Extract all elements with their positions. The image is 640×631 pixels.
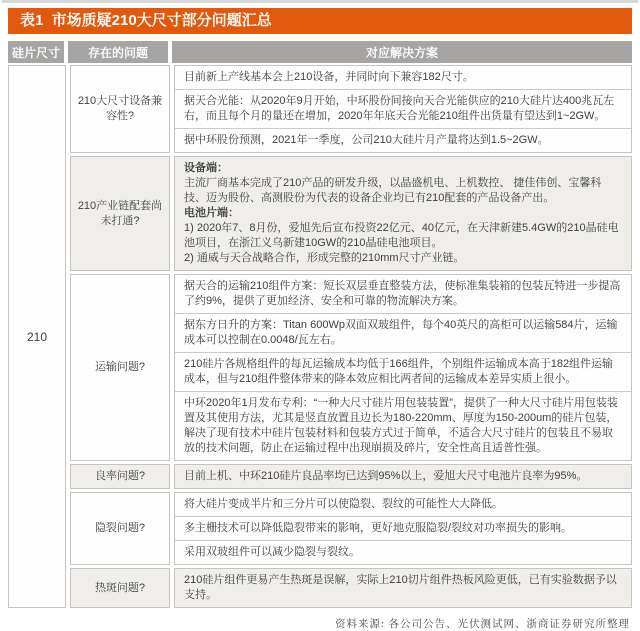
table-title: 表1 市场质疑210大尺寸部分问题汇总: [8, 8, 632, 34]
column-header-solution: 对应解决方案: [172, 41, 632, 63]
problem-cell-transportation: 运输问题?: [70, 274, 170, 461]
column-header-wafer-size: 硅片尺寸: [8, 41, 64, 63]
solutions-compatibility: [174, 65, 632, 153]
equipment-side-body: 主流厂商基本完成了210产品的研发升级，以晶盛机电、上机数控、 捷佳伟创、宝馨科技、迈为股份、高测股份为代表的设备企业均已有210配套的产品设备产出。: [184, 177, 602, 204]
cell-side-item: 2) 通威与天合战略合作，形成完整的210mm尺寸产业链。: [184, 252, 465, 264]
cell-side-item: 1) 2020年7、8月份，爱旭先后宣布投资22亿元、40亿元，在天津新建5.4GW的210晶硅电池项目，在浙江义乌新建10GW的210晶硅电池项目。: [184, 222, 619, 249]
solution-row: 采用双玻组件可以减少隐裂与裂纹。: [184, 546, 360, 558]
group-microcrack: [70, 492, 632, 565]
solution-row: 据中环股份预测，2021年一季度，公司210大硅片月产量将达到1.5~2GW。: [184, 134, 549, 146]
solution-row: 目前上机、中环210硅片良品率均已达到95%以上，爱旭大尺寸电池片良率为95%。: [184, 470, 588, 482]
table-body: [8, 65, 632, 608]
group-compatibility: [70, 65, 632, 153]
group-industry-chain: [70, 156, 632, 271]
group-hotspot: [70, 568, 632, 608]
group-transportation: [70, 274, 632, 461]
solution-row: 将大硅片变成半片和三分片可以使隐裂、裂纹的可能性大大降低。: [175, 493, 631, 517]
problem-cell-hotspot: 热斑问题?: [70, 568, 170, 608]
solution-row: 据天合的运输210组件方案：短长双层垂直整装方法，使标准集装箱的包装瓦特进一步提高了约9%，提供了更加经济、安全和可靠的物流解决方案。: [175, 275, 631, 314]
solution-row: 目前新上产线基本会上210设备，并同时向下兼容182尺寸。: [175, 66, 631, 90]
solution-row: 多主栅技术可以降低隐裂带来的影响，更好地克服隐裂/裂纹对功率损失的影响。: [175, 517, 631, 541]
solution-row: 210硅片组件更易产生热斑是误解，实际上210切片组件热板风险更低，已有实验数据予以支持。: [184, 574, 617, 601]
source-note: 资料来源: 各公司公告、光伏测试网、浙商证券研究所整理: [334, 619, 630, 630]
group-yield: [70, 464, 632, 489]
column-header-problem: 存在的问题: [68, 41, 168, 63]
cell-side-heading: 电池片端：: [184, 207, 239, 219]
wafer-size-cell: 210: [8, 65, 66, 608]
solutions-industry-chain: [174, 156, 632, 271]
solution-row: 中环2020年1月发布专利：“一种大尺寸硅片用包装装置”，提供了一种大尺寸硅片用包装装置及其使用方法，尤其是竖直放置且边长为180-220mm、厚度为150-200um的硅片包装，解决了现有技术中硅片包装材料和包装方式过于简单，不适合大尺寸硅片的包装且不易取放的技术问题，防止在运输过程中出现崩损及碎片，安全性高且适普性强。: [184, 397, 618, 454]
problem-cell-industry-chain: 210产业链配套尚未打通?: [70, 156, 170, 271]
report-table-page: [0, 8, 640, 631]
problem-cell-yield: 良率问题?: [70, 464, 170, 489]
page-top-divider: [2, 0, 638, 3]
solutions-transportation: [174, 274, 632, 461]
solution-row: 据天合光能：从2020年9月开始，中环股份间接向天合光能供应的210大硅片达400兆瓦左右，而且每个月的量还在增加，2020年年底天合光能210组件出货量有望达到1~2GW。: [175, 90, 631, 129]
solutions-yield: [174, 464, 632, 489]
solution-row: 210硅片各规格组件的每瓦运输成本均低于166组件，个别组件运输成本高于182组件运输成本，但与210组件整体带来的降本效应相比两者间的运输成本差异实质上很小。: [175, 353, 631, 392]
solution-row-multipart: [175, 157, 631, 270]
table-column-header-row: [8, 41, 632, 63]
solutions-hotspot: [174, 568, 632, 608]
solution-row: 据东方日升的方案：Titan 600Wp双面双玻组件，每个40英尺的高柜可以运输584片，运输成本可以控制在0.0048/瓦左右。: [175, 314, 631, 353]
problem-groups: [70, 65, 632, 608]
problem-cell-compatibility: 210大尺寸设备兼容性?: [70, 65, 170, 153]
equipment-side-heading: 设备端：: [184, 162, 228, 174]
problem-cell-microcrack: 隐裂问题?: [70, 492, 170, 565]
solutions-microcrack: [174, 492, 632, 565]
